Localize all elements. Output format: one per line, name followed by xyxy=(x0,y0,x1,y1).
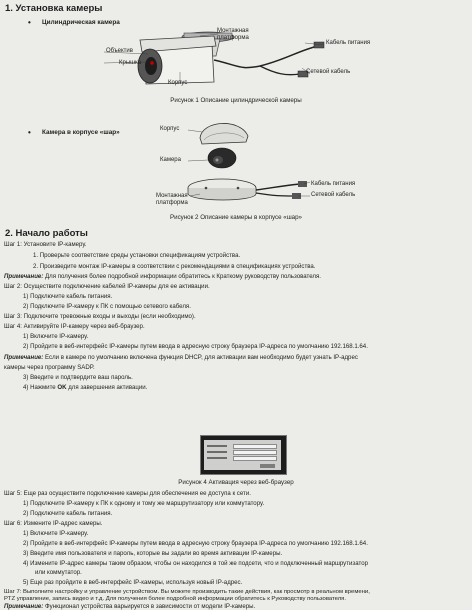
step-2-item-2: 2) Подключите IP-камеру к ПК с помощью сетевого кабеля. xyxy=(23,303,191,310)
step-4-item-3: 3) Введите и подтвердите ваш пароль. xyxy=(23,374,133,381)
note-3-lead: Примечание: xyxy=(4,603,44,610)
step-2-item-1: 1) Подключите кабель питания. xyxy=(23,293,113,300)
thumb-label xyxy=(207,457,227,459)
note-1-lead: Примечание: xyxy=(4,273,44,280)
activation-screenshot-figure xyxy=(200,435,287,475)
thumb-label xyxy=(207,445,227,447)
label-dome-network-cable: Сетевой кабель xyxy=(311,192,356,198)
figure-1-caption: Рисунок 1 Описание цилиндрической камеры xyxy=(170,97,302,104)
step-4: Шаг 4: Активируйте IP-камеру через веб-браузер. xyxy=(4,323,145,330)
note-3 xyxy=(4,603,255,610)
figure-4-caption: Рисунок 4 Активация через веб-браузер xyxy=(178,479,294,486)
section-2-title: 2. Начало работы xyxy=(5,228,88,239)
step-6-item-2: 2) Пройдите в веб-интерфейс IP-камеры путем ввода в адресную строку браузера IP-адреса по умолчанию 192.168.1.64. xyxy=(23,540,368,547)
label-mount-line1: Монтажная xyxy=(217,28,249,34)
thumb-field xyxy=(233,444,277,449)
label-dome-mount-line2: платформа xyxy=(156,200,188,206)
step-6-item-3: 3) Введите имя пользователя и пароль, которые вы задали во время активации IP-камеры. xyxy=(23,550,283,557)
step-4-item-4 xyxy=(23,384,147,391)
step-5-item-1: 1) Подключите IP-камеру к ПК к одному и тому же маршрутизатору или коммутатору. xyxy=(23,500,265,507)
step-5-item-2: 2) Подключите кабель питания. xyxy=(23,510,113,517)
label-dome-power-cable: Кабель питания xyxy=(311,181,356,187)
step-4-item-1: 1) Включите IP-камеру. xyxy=(23,333,89,340)
label-dome-mount-line1: Монтажная xyxy=(156,193,188,199)
step-4-item-4-ok: OK xyxy=(57,384,67,391)
note-2-text: Если в камере по умолчанию включена функция DHCP, для активации вам необходимо будет узнать IP-адрес xyxy=(43,354,358,361)
label-mount-line2: платформа xyxy=(217,35,249,41)
section-1-title: 1. Установка камеры xyxy=(5,3,103,14)
note-2-continued: камеры через программу SADP. xyxy=(4,364,95,371)
figure-2-caption: Рисунок 2 Описание камеры в корпусе «шар» xyxy=(169,214,302,221)
step-7: Шаг 7: Выполните настройку и управление устройством. Вы можете производить такие действия, как просмотр в реальном времени, xyxy=(4,589,370,595)
step-5: Шаг 5: Еще раз осуществите подключение камеры для обеспечения ее доступа к сети. xyxy=(4,490,251,497)
bullet-dome-camera: • Камера в корпусе «шар» xyxy=(42,129,120,136)
bullet-bullet-camera: • Цилиндрическая камера xyxy=(42,19,120,26)
thumb-label xyxy=(207,451,227,453)
step-1: Шаг 1: Установите IP-камеру. xyxy=(4,241,87,248)
step-6-item-5: 5) Еще раз пройдите в веб-интерфейс IP-камеры, используя новый IP-адрес. xyxy=(23,579,243,586)
note-3-text: Функционал устройства варьируется в зависимости от модели IP-камеры. xyxy=(43,603,256,610)
step-4-item-2: 2) Пройдите в веб-интерфейс IP-камеры путем ввода в адресную строку браузера IP-адреса по умолчанию 192.168.1.64. xyxy=(23,343,368,350)
step-7-continued: PTZ управление, запись видео и т.д. Для получения более подробной информации обратитесь к Руководству пользователя. xyxy=(4,596,347,602)
activation-dialog-thumbnail xyxy=(204,440,281,470)
step-3: Шаг 3: Подключите тревожные входы и выходы (если необходимо). xyxy=(4,313,196,320)
step-2: Шаг 2: Осуществите подключение кабелей IP-камеры для ее активации. xyxy=(4,283,210,290)
thumb-ok-button xyxy=(260,464,275,468)
label-network-cable: Сетевой кабель xyxy=(306,69,351,75)
note-2-lead: Примечание: xyxy=(4,354,44,361)
thumb-field xyxy=(233,450,277,455)
step-6-item-4-continued: или коммутатор. xyxy=(35,569,82,576)
label-cover: Крышка xyxy=(119,60,142,66)
label-body: Корпус xyxy=(168,80,188,86)
label-lens: Объектив xyxy=(106,48,133,54)
thumb-field xyxy=(233,456,277,461)
step-4-item-4-c: для завершения активации. xyxy=(66,384,148,391)
note-1-text: Для получения более подробной информации обратитесь к Краткому руководству пользователя. xyxy=(43,273,321,280)
label-power-cable: Кабель питания xyxy=(326,40,371,46)
step-6-item-1: 1) Включите IP-камеру. xyxy=(23,530,89,537)
step-6-item-4: 4) Измените IP-адрес камеры таким образом, чтобы он находился в той же подсети, что и подключенный маршрутизатор xyxy=(23,560,368,567)
step-1-item-1: 1. Проверьте соответствие среды установки спецификациям устройства. xyxy=(33,252,241,259)
note-1 xyxy=(4,273,321,280)
step-1-item-2: 2. Произведите монтаж IP-камеры в соответствии с рекомендациями в спецификациях устройства. xyxy=(33,263,316,270)
label-dome-camera: Камера xyxy=(160,157,181,163)
label-dome-body: Корпус xyxy=(160,126,180,132)
step-6: Шаг 6: Измените IP-адрес камеры. xyxy=(4,520,103,527)
step-4-item-4-a: 4) Нажмите xyxy=(23,384,58,391)
note-2 xyxy=(4,354,358,361)
